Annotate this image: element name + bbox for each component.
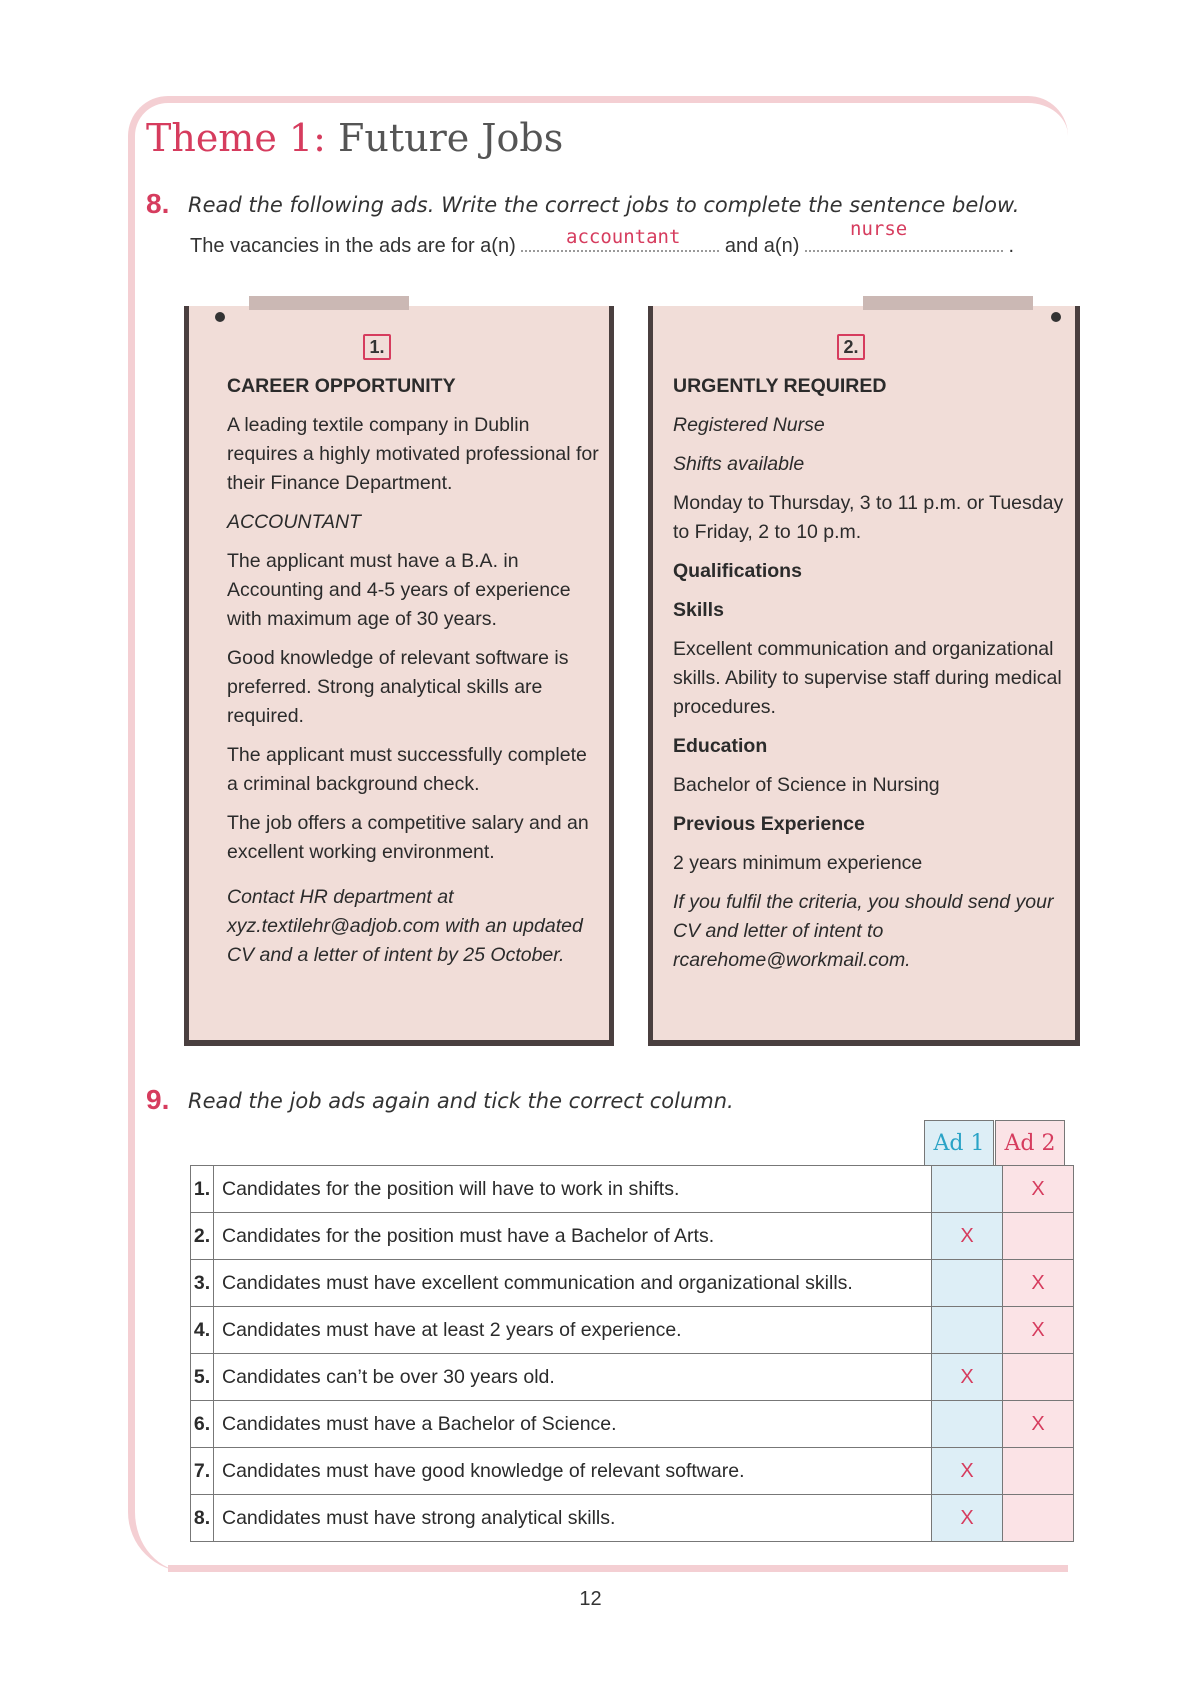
- row-ad-1-cell[interactable]: X: [932, 1495, 1003, 1542]
- ad-1: [184, 306, 614, 1046]
- ad-2-hours: Monday to Thursday, 3 to 11 p.m. or Tuesday to Friday, 2 to 10 p.m.: [673, 492, 1064, 543]
- page-number: 12: [579, 1588, 602, 1610]
- row-number: 8.: [191, 1495, 214, 1542]
- ad-1-heading: CAREER OPPORTUNITY: [227, 375, 456, 397]
- row-ad-2-cell[interactable]: X: [1003, 1166, 1074, 1213]
- row-ad-2-cell[interactable]: X: [1003, 1401, 1074, 1448]
- theme-label: Theme 1:: [146, 116, 326, 160]
- ad-2-education: Bachelor of Science in Nursing: [673, 774, 940, 796]
- row-number: 1.: [191, 1166, 214, 1213]
- row-statement: Candidates for the position must have a Bachelor of Arts.: [214, 1213, 932, 1260]
- row-statement: Candidates must have a Bachelor of Science.: [214, 1401, 932, 1448]
- ad-2-heading: URGENTLY REQUIRED: [673, 375, 887, 397]
- row-ad-1-cell[interactable]: X: [932, 1354, 1003, 1401]
- ad-1-background-check: The applicant must successfully complete a criminal background check.: [227, 744, 587, 795]
- ad-2-education-heading: Education: [673, 735, 768, 757]
- ad-2-contact: If you fulfil the criteria, you should send your CV and letter of intent to rcarehome@workmail.com.: [673, 891, 1054, 971]
- row-number: 3.: [191, 1260, 214, 1307]
- row-ad-2-cell[interactable]: [1003, 1213, 1074, 1260]
- row-number: 2.: [191, 1213, 214, 1260]
- ad-2-pin: [1051, 312, 1061, 322]
- ad-2-role: Registered Nurse: [673, 414, 825, 436]
- answer-1: accountant: [566, 226, 681, 248]
- table-row: [191, 1448, 1074, 1495]
- ad-1-number: 1.: [363, 334, 391, 360]
- ad-1-requirements: The applicant must have a B.A. in Accounting and 4-5 years of experience with maximum age of 30 years.: [227, 550, 571, 630]
- answer-2: nurse: [850, 218, 908, 240]
- ad-2-skills: Excellent communication and organizational skills. Ability to supervise staff during medical procedures.: [673, 638, 1062, 718]
- row-statement: Candidates for the position will have to work in shifts.: [214, 1166, 932, 1213]
- ad-2-number: 2.: [837, 334, 865, 360]
- column-ad-2: Ad 2: [995, 1120, 1065, 1166]
- row-ad-2-cell[interactable]: [1003, 1495, 1074, 1542]
- row-ad-1-cell[interactable]: X: [932, 1213, 1003, 1260]
- ad-1-tape: [249, 296, 409, 310]
- row-ad-1-cell[interactable]: [932, 1260, 1003, 1307]
- page-frame-bottom: [168, 1565, 1068, 1572]
- theme-header: [146, 116, 563, 160]
- table-row: [191, 1260, 1074, 1307]
- row-ad-1-cell[interactable]: [932, 1307, 1003, 1354]
- tick-table: [190, 1165, 1074, 1542]
- column-ad-1: Ad 1: [924, 1120, 994, 1166]
- question-9-instruction: Read the job ads again and tick the correct column.: [188, 1089, 734, 1113]
- table-row: [191, 1166, 1074, 1213]
- table-row: [191, 1354, 1074, 1401]
- ad-1-contact: Contact HR department at xyz.textilehr@adjob.com with an updated CV and a letter of intent by 25 October.: [227, 886, 583, 966]
- row-statement: Candidates must have good knowledge of relevant software.: [214, 1448, 932, 1495]
- ad-2: [648, 306, 1080, 1046]
- sentence-start: The vacancies in the ads are for a(n): [190, 235, 516, 257]
- table-row: [191, 1213, 1074, 1260]
- row-ad-2-cell[interactable]: [1003, 1448, 1074, 1495]
- ad-1-skills: Good knowledge of relevant software is preferred. Strong analytical skills are required.: [227, 647, 569, 727]
- table-row: [191, 1307, 1074, 1354]
- ad-2-experience-heading: Previous Experience: [673, 813, 865, 835]
- question-8-number: 8.: [146, 188, 170, 219]
- ad-2-body: [673, 372, 1065, 985]
- row-ad-1-cell[interactable]: [932, 1166, 1003, 1213]
- row-number: 5.: [191, 1354, 214, 1401]
- row-number: 7.: [191, 1448, 214, 1495]
- theme-title: Future Jobs: [337, 116, 564, 160]
- ad-1-pin: [215, 312, 225, 322]
- ad-2-experience: 2 years minimum experience: [673, 852, 923, 874]
- sentence-mid: and a(n): [724, 235, 800, 257]
- sentence-end: .: [1008, 235, 1015, 257]
- table-row: [191, 1495, 1074, 1542]
- ad-1-role: ACCOUNTANT: [227, 511, 361, 533]
- row-statement: Candidates must have strong analytical skills.: [214, 1495, 932, 1542]
- question-8-instruction: Read the following ads. Write the correct jobs to complete the sentence below.: [188, 193, 1020, 217]
- row-ad-2-cell[interactable]: X: [1003, 1307, 1074, 1354]
- row-statement: Candidates must have excellent communication and organizational skills.: [214, 1260, 932, 1307]
- row-ad-2-cell[interactable]: X: [1003, 1260, 1074, 1307]
- ad-2-skills-heading: Skills: [673, 599, 724, 621]
- ad-2-shifts: Shifts available: [673, 453, 805, 475]
- row-ad-1-cell[interactable]: X: [932, 1448, 1003, 1495]
- table-row: [191, 1401, 1074, 1448]
- ad-2-qualifications: Qualifications: [673, 560, 802, 582]
- ad-1-offer: The job offers a competitive salary and an excellent working environment.: [227, 812, 589, 863]
- ad-1-body: [227, 372, 599, 980]
- ad-1-intro: A leading textile company in Dublin requires a highly motivated professional for their Finance Department.: [227, 414, 599, 494]
- question-9-number: 9.: [146, 1084, 170, 1115]
- ad-2-tape: [863, 296, 1033, 310]
- row-statement: Candidates must have at least 2 years of experience.: [214, 1307, 932, 1354]
- row-statement: Candidates can’t be over 30 years old.: [214, 1354, 932, 1401]
- row-ad-1-cell[interactable]: [932, 1401, 1003, 1448]
- row-number: 4.: [191, 1307, 214, 1354]
- row-number: 6.: [191, 1401, 214, 1448]
- row-ad-2-cell[interactable]: [1003, 1354, 1074, 1401]
